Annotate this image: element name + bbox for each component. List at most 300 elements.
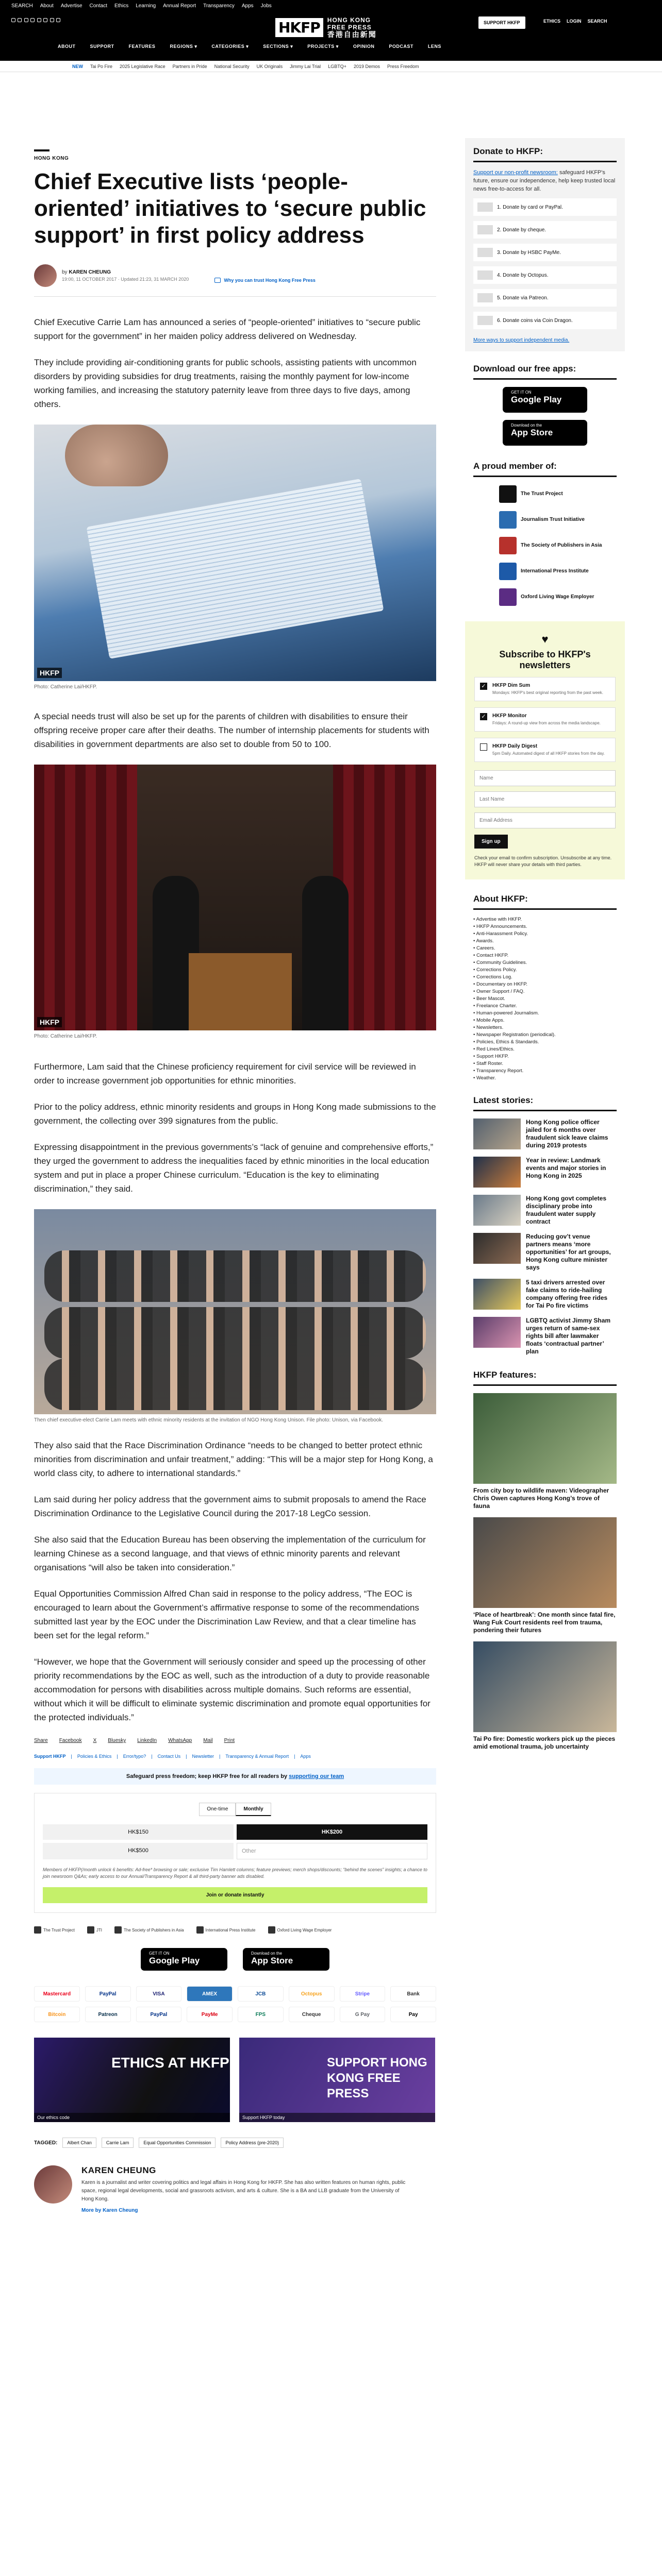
sopa-icon [499,537,517,554]
app-store-big: App Store [511,428,553,437]
donate-option-label: 4. Donate by Octopus. [497,272,549,278]
linkedin-icon[interactable] [50,18,54,22]
story-title: Hong Kong police officer jailed for 6 months over fraudulent sick leave claims during 2019 protests [526,1118,608,1149]
trending-new-label: NEW [72,63,83,69]
share-linkedin[interactable]: LinkedIn [137,1738,157,1743]
article-paragraph: Furthermore, Lam said that the Chinese proficiency requirement for civil service will be reviewed in order to increase government job opportunities for ethnic minorities. [34,1062,416,1086]
latest-story[interactable] [473,1317,617,1355]
article-paragraph: They also said that the Race Discrimination Ordinance “needs to be changed to better protect ethnic minorities from discrimination and unfair treatment,” adding: “This will be a major step for Hong Kong, a world class city, to adhere to international standards.” [34,1440,433,1478]
photo-crowd-row [44,1359,426,1410]
share-x[interactable]: X [93,1738,97,1743]
utility-links [11,3,272,9]
frequency-monthly[interactable]: Monthly [236,1803,271,1816]
partner-logos [34,1926,436,1934]
article [34,72,436,2213]
about-link[interactable]: • Mobile Apps. [473,1017,617,1024]
donate-option[interactable] [473,266,617,284]
octopus-icon [477,270,493,280]
stripe-icon[interactable]: Stripe [340,1986,386,2002]
photo-curtain-left [34,765,137,1030]
about-link[interactable]: • Awards. [473,938,617,945]
login-link[interactable]: LOGIN [567,19,582,24]
amount-options [43,1824,427,1859]
member-jti[interactable] [473,511,617,529]
ethics-banner[interactable] [34,2038,230,2122]
google-pay-icon[interactable]: G Pay [340,2007,386,2022]
newsletter-option-name: HKFP Dim Sum [492,683,531,688]
newsletter-option-desc: Mondays: HKFP's best original reporting from the past week. [492,690,603,695]
share-bar [34,1738,436,1743]
utility-link-learning[interactable]: Learning [136,3,156,9]
trust-link[interactable] [214,278,316,283]
support-link[interactable]: Apps [300,1754,311,1759]
byline-dates: 19:00, 11 OCTOBER 2017 · Updated 21:23, 31 MARCH 2020 [62,277,189,282]
about-link[interactable]: • Documentary on HKFP. [473,981,617,988]
sidebar-latest [465,1095,625,1355]
byline-by: by [62,269,68,275]
amex-icon[interactable]: AMEX [187,1986,233,2002]
utility-link-ethics[interactable]: Ethics [114,3,129,9]
story-thumbnail [473,1233,521,1264]
partner-living-wage[interactable] [268,1926,332,1934]
member-label: The Trust Project [521,491,563,497]
feature-title: From city boy to wildlife maven: Videographer Chris Owen captures Hong Kong’s trove of fauna [473,1487,609,1510]
partner-label: JTI [96,1927,103,1933]
nav-lens[interactable]: LENS [427,44,441,49]
photo-curtain-right [333,765,436,1030]
app-store-small: Download on the [511,423,542,428]
feature-story[interactable] [473,1641,617,1751]
apple-pay-icon[interactable]: Pay [390,2007,436,2022]
about-link[interactable]: • Corrections Log. [473,974,617,981]
checkbox-checked-icon[interactable]: ✓ [480,713,487,720]
jti-icon [87,1926,94,1934]
about-link[interactable]: • Transparency Report. [473,1067,617,1075]
ipi-icon [499,563,517,580]
author-bio-avatar[interactable] [34,2165,72,2204]
youtube-icon[interactable] [30,18,35,22]
newsletter-option-text [492,683,603,696]
trending-item[interactable]: Tai Po Fire [90,63,113,69]
logo-mark: HKFP [275,18,323,37]
safeguard-link[interactable]: supporting our team [289,1773,344,1780]
story-title: 5 taxi drivers arrested over fake claims to ride-hailing company offering free rides for Tai Po fire victims [526,1279,608,1309]
partner-sopa[interactable] [114,1926,184,1934]
social-icons [11,15,60,25]
frequency-toggle [43,1803,427,1816]
about-link[interactable]: • Corrections Policy. [473,967,617,974]
newsletter-option-name: HKFP Monitor [492,713,527,719]
utility-link-annual-report[interactable]: Annual Report [163,3,196,9]
about-link[interactable]: • Support HKFP. [473,1053,617,1060]
donate-option[interactable] [473,289,617,307]
telegram-icon[interactable] [37,18,41,22]
trending-item[interactable]: UK Originals [256,63,283,69]
article-photo-policy-documents[interactable] [34,425,436,681]
trending-item[interactable]: Partners in Pride [172,63,207,69]
photo-caption: Photo: Catherine Lai/HKFP. [34,684,97,690]
nav-categories[interactable]: CATEGORIES ▾ [211,43,249,49]
sidebar-app-store-badge[interactable] [503,420,587,446]
nav-projects[interactable]: PROJECTS ▾ [307,43,339,49]
sidebar-donate-link[interactable]: Support our non-profit newsroom: [473,170,558,176]
member-trust-project[interactable] [473,485,617,503]
fps-icon[interactable]: FPS [238,2007,284,2022]
about-link[interactable]: • Human-powered Journalism. [473,1010,617,1017]
newsletter-note: Check your email to confirm subscription. Unsubscribe at any time. HKFP will never share your details with third parties. [474,855,612,867]
newsletter-option-name: HKFP Daily Digest [492,743,538,749]
amount-option[interactable]: HK$500 [43,1843,234,1859]
amount-option[interactable]: HK$150 [43,1824,234,1840]
banner-text: SUPPORT HONG KONG FREE PRESS [327,2056,427,2100]
utility-link-advertise[interactable]: Advertise [60,3,82,9]
sidebar-latest-title: Latest stories: [473,1095,617,1111]
instagram-icon[interactable] [24,18,28,22]
nav-regions[interactable]: REGIONS ▾ [170,43,197,49]
patreon-icon[interactable]: Patreon [85,2007,131,2022]
facebook-icon[interactable] [11,18,15,22]
checkbox-unchecked-icon[interactable] [480,743,487,751]
sidebar-member-title: A proud member of: [473,461,617,477]
more-by-author-link[interactable]: More by Karen Cheung [81,2208,138,2213]
nav-support[interactable]: SUPPORT [90,44,114,49]
article-headline: Chief Executive lists ‘people-oriented’ initiatives to ‘secure public support’ in first policy address [34,169,426,248]
article-photo-ethnic-minority-meeting[interactable] [34,1209,436,1414]
jti-icon [499,511,517,529]
feature-image [473,1517,617,1608]
share-mail[interactable]: Mail [203,1738,213,1743]
sidebar-features-title: HKFP features: [473,1370,617,1386]
photo-podium-shape [189,953,292,1030]
more-ways-link[interactable]: More ways to support independent media. [473,337,570,343]
byline [34,264,436,287]
about-link[interactable]: • Red Lines/Ethics. [473,1046,617,1053]
about-link[interactable]: • Policies, Ethics & Standards. [473,1039,617,1046]
join-donate-button[interactable]: Join or donate instantly [43,1887,427,1903]
photo-person-shape [302,876,349,1030]
member-sopa[interactable] [473,537,617,554]
first-name-input[interactable] [474,770,616,786]
newsletter-option[interactable] [474,677,616,701]
tag-chip[interactable]: Carrie Lam [102,2138,134,2148]
sidebar-membership [465,461,625,606]
jcb-icon[interactable]: JCB [238,1986,284,2002]
article-paragraph: A special needs trust will also be set up for the parents of children with disabilities to ensure their offspring receive proper care after their deaths. The number of internship placements for students with disabilities in government departments are also set to double from 50 to 100. [34,711,429,749]
photo-crowd-row [44,1307,426,1359]
about-link[interactable]: • Freelance Charter. [473,1003,617,1010]
tag-chip[interactable]: Albert Chan [62,2138,96,2148]
app-store-badge[interactable] [243,1948,329,1971]
amount-option-selected[interactable]: HK$200 [237,1824,427,1840]
whatsapp-icon[interactable] [43,18,47,22]
newsletter-option-text [492,743,605,756]
email-input[interactable] [474,812,616,828]
share-whatsapp[interactable]: WhatsApp [168,1738,192,1743]
about-link[interactable]: • Anti-Harassment Policy. [473,930,617,938]
trending-item[interactable]: 2019 Demos [353,63,380,69]
sidebar-about [465,894,625,1082]
latest-story[interactable] [473,1233,617,1272]
payme-icon[interactable]: PayMe [187,2007,233,2022]
article-kicker[interactable]: HONG KONG [34,156,69,161]
utility-link-transparency[interactable]: Transparency [203,3,235,9]
sopa-icon [114,1926,122,1934]
about-link[interactable]: • Newspaper Registration (periodical). [473,1031,617,1039]
support-link[interactable]: Policies & Ethics [77,1754,112,1759]
banner-caption: Our ethics code [34,2113,230,2122]
about-link[interactable]: • Careers. [473,945,617,952]
living-wage-icon [499,588,517,606]
google-play-big: Google Play [511,395,562,404]
trending-item[interactable]: Jimmy Lai Trial [290,63,321,69]
utility-link-contact[interactable]: Contact [89,3,107,9]
sidebar-donate [465,138,625,351]
logo-word-1: HONG KONG [327,16,371,24]
share-print[interactable]: Print [224,1738,235,1743]
donate-option[interactable] [473,221,617,239]
newsletter-signup-button[interactable]: Sign up [474,835,508,849]
sidebar [465,72,625,1751]
photo-documents-shape [87,479,384,659]
utility-link-about[interactable]: About [40,3,54,9]
article-paragraph: Expressing disappointment in the previous governments’s “lack of genuine and comprehensive efforts,” they urged the government to address the inequalities faced by ethnic minorities in the local education system and put in place a proper Chinese curriculum. “Education is the key to eliminating discrimination,” they said. [34,1142,434,1194]
trending-item[interactable]: LGBTQ+ [328,63,346,69]
donate-option[interactable] [473,312,617,329]
trust-link-label: Why you can trust Hong Kong Free Press [224,278,316,283]
about-link[interactable]: • Owner Support / FAQ. [473,988,617,995]
app-store-small: Download on the [251,1951,283,1956]
latest-story[interactable] [473,1157,617,1188]
support-link[interactable]: Support HKFP [34,1754,66,1759]
trending-item[interactable]: National Security [214,63,250,69]
latest-story[interactable] [473,1279,617,1310]
last-name-input[interactable] [474,791,616,807]
about-link[interactable]: • Staff Roster. [473,1060,617,1067]
membership-benefits-note: Members of HKFP(/month unlock 6 benefits: Ad-free* browsing or sale; exclusive Tim Hamlett columns; feature previews; merch shops/discounts; “behind the scenes” insights; a chance to join newsroom Q&As; early access to our Annual/Transparency Report & all third-party banner ads disabled. [43,1867,427,1879]
donate-option-label: 3. Donate by HSBC PayMe. [497,249,561,256]
support-link[interactable]: Transparency & Annual Report [225,1754,289,1759]
trending-bar [0,61,662,72]
paypal-icon[interactable]: PayPal [85,1986,131,2002]
share-bluesky[interactable]: Bluesky [108,1738,126,1743]
living-wage-icon [268,1926,275,1934]
donation-form [34,1793,436,1913]
logo-wordmark [327,16,377,39]
donate-option-label: 1. Donate by card or PayPal. [497,204,563,210]
newsletter-option[interactable] [474,738,616,762]
nav-features[interactable]: FEATURES [128,44,156,49]
author-bio-description: Karen is a journalist and writer covering politics and legal affairs in Hong Kong for HKFP. She has also written features on human rights, public space, regional legal developments, social and grassroots activism, and arts & culture. She is a BA and LLB graduate from the University of Hong Kong. [81,2180,406,2202]
donate-option-label: 5. Donate via Patreon. [497,295,549,301]
bitcoin-icon[interactable]: Bitcoin [34,2007,80,2022]
article-paragraph: Lam said during her policy address that the government aims to submit proposals to amend the Race Discrimination Ordinance to the Legislative Council during the 2017-18 LegCo session. [34,1495,426,1518]
support-links: Support HKFP | Policies & Ethics | Error/typo? | Contact Us | Newsletter | Transparency & Annual Report | Apps [34,1754,311,1759]
partner-trust-project[interactable] [34,1926,75,1934]
latest-story[interactable] [473,1195,617,1226]
updated-date: Updated 21:23, 31 MARCH 2020 [121,277,189,282]
tags-label: TAGGED: [34,2140,58,2146]
about-links [473,916,617,1082]
payme-icon [477,248,493,257]
app-store-badges [34,1948,436,1971]
site-logo[interactable] [275,16,377,39]
donate-option[interactable] [473,244,617,261]
octopus-icon[interactable]: Octopus [289,1986,335,2002]
feature-title: Tai Po fire: Domestic workers pick up the pieces amid emotional trauma, job uncertainty [473,1735,616,1750]
google-play-small: GET IT ON [511,390,532,395]
story-title: Reducing gov’t venue partners means ‘more opportunities’ for art groups, Hong Kong culture minister says [526,1233,611,1271]
cheque-icon [477,225,493,234]
article-paragraph: Equal Opportunities Commission Alfred Chan said in response to the policy address, “The EOC is encouraged to learn about the Government’s affirmative response to some of the recommendations submitted last year by the EOC under the Discrimination Law Review, and that a clear timeline has been set for the legal reform.” [34,1589,419,1640]
trust-project-icon [34,1926,41,1934]
support-hkfp-button[interactable]: SUPPORT HKFP [478,16,525,29]
member-living-wage[interactable] [473,588,617,606]
newsletter-option-desc: Fridays: A round-up view from across the media landscape. [492,721,601,725]
nav-podcast[interactable]: PODCAST [389,44,413,49]
card-icon [477,202,493,212]
newsletter-option[interactable] [474,707,616,732]
promo-banners [34,2038,436,2122]
utility-link-apps[interactable]: Apps [241,3,254,9]
about-link[interactable]: • Advertise with HKFP. [473,916,617,923]
donate-option-label: 6. Donate coins via Coin Dragon. [497,317,573,324]
kicker-rule [34,149,49,151]
share-label[interactable]: Share [34,1738,48,1743]
author-bio [34,2165,436,2213]
hkfp-watermark: HKFP [37,1017,62,1027]
story-thumbnail [473,1157,521,1188]
ethics-link[interactable]: ETHICS [543,19,561,24]
partner-ipi[interactable] [196,1926,256,1934]
search-link[interactable]: SEARCH [11,3,33,9]
story-thumbnail [473,1317,521,1348]
share-facebook[interactable]: Facebook [59,1738,82,1743]
safeguard-banner [34,1768,436,1785]
trending-item[interactable]: 2025 Legislative Race [120,63,166,69]
safeguard-text: Safeguard press freedom; keep HKFP free for all readers by [126,1773,288,1780]
cheque-icon[interactable]: Cheque [289,2007,335,2022]
sidebar-about-title: About HKFP: [473,894,617,910]
article-paragraph: Prior to the policy address, ethnic minority residents and groups in Hong Kong made submissions to the government, the collecting over 399 signatures from the public. [34,1102,436,1126]
header-tools [543,19,607,24]
frequency-one-time[interactable]: One-time [199,1803,236,1816]
sidebar-apps-title: Download our free apps: [473,364,617,380]
about-link[interactable]: • Weather. [473,1075,617,1082]
sidebar-apps [465,364,625,446]
visa-icon[interactable]: VISA [136,1986,182,2002]
banner-caption: Support HKFP today [239,2113,435,2122]
paypal-icon-2[interactable]: PayPal [136,2007,182,2022]
published-date: 19:00, 11 OCTOBER 2017 [62,277,117,282]
support-link[interactable]: Newsletter [192,1754,214,1759]
about-link[interactable]: • Newsletters. [473,1024,617,1031]
about-link[interactable]: • HKFP Announcements. [473,923,617,930]
sidebar-google-play-badge[interactable] [503,387,587,413]
author-bio-name[interactable]: KAREN CHEUNG [81,2165,156,2175]
latest-story[interactable] [473,1118,617,1149]
sidebar-donate-title: Donate to HKFP: [473,146,617,162]
member-ipi[interactable] [473,563,617,580]
trust-project-icon [499,485,517,503]
tag-chip[interactable]: Policy Address (pre-2020) [221,2138,284,2148]
google-play-small: GET IT ON [149,1951,170,1956]
byline-author[interactable]: KAREN CHEUNG [69,269,111,275]
article-paragraph: She also said that the Education Bureau has been observing the implementation of the curriculum for learning Chinese as a second language, and that views of ethnic minority parents and relevant organisations “will also be taken into consideration.” [34,1535,426,1572]
donate-option[interactable] [473,198,617,216]
partner-label: Oxford Living Wage Employer [277,1927,332,1933]
partner-label: The Trust Project [43,1927,75,1933]
amount-other-input[interactable]: Other [237,1843,427,1859]
story-thumbnail [473,1195,521,1226]
logo-chinese: 香港自由新聞 [327,30,377,39]
app-store-big: App Store [251,1956,293,1965]
sidebar-donate-text [473,168,617,193]
article-tags [34,2138,436,2148]
newsletter-option-desc: 5pm Daily. Automated digest of all HKFP stories from the day. [492,751,605,756]
about-link[interactable]: • Contact HKFP. [473,952,617,959]
sidebar-donate-rest: safeguard HKFP's future, ensure our independence, help keep trusted local news free-to-access for all. [473,170,616,192]
sidebar-newsletter [465,621,625,879]
byline-divider [34,296,436,297]
byline-meta [62,269,189,282]
member-label: International Press Institute [521,568,589,574]
rss-icon[interactable] [56,18,60,22]
logo-word-2: FREE PRESS [327,24,372,31]
partner-jti[interactable] [87,1926,102,1934]
hkfp-watermark: HKFP [37,668,62,678]
google-play-big: Google Play [149,1956,200,1965]
payment-methods [34,1986,436,2022]
author-bio-text [81,2165,411,2213]
header-search-link[interactable]: SEARCH [587,19,607,24]
support-link[interactable]: Contact Us [157,1754,181,1759]
support-link[interactable]: Error/typo? [123,1754,146,1759]
story-title: Year in review: Landmark events and major stories in Hong Kong in 2025 [526,1157,606,1179]
partner-label: International Press Institute [205,1927,256,1933]
bank-icon[interactable]: Bank [390,1986,436,2002]
google-play-badge[interactable] [141,1948,227,1971]
tag-chip[interactable]: Equal Opportunities Commission [139,2138,216,2148]
nav-opinion[interactable]: OPINION [353,44,375,49]
ipi-icon [196,1926,204,1934]
nav-sections[interactable]: SECTIONS ▾ [263,43,293,49]
trending-item[interactable]: Press Freedom [387,63,419,69]
feature-story[interactable] [473,1517,617,1634]
feature-story[interactable] [473,1393,617,1510]
author-avatar[interactable] [34,264,57,287]
member-label: Oxford Living Wage Employer [521,594,594,600]
nav-about[interactable]: ABOUT [58,44,76,49]
checkbox-checked-icon[interactable]: ✓ [480,683,487,690]
about-link[interactable]: • Community Guidelines. [473,959,617,967]
heart-icon: ♥ [541,633,549,646]
masthead [0,11,662,61]
utility-link-jobs[interactable]: Jobs [260,3,272,9]
photo-crowd-row [44,1250,426,1302]
utility-bar [0,0,662,11]
feature-image [473,1393,617,1484]
article-photo-carrie-lam[interactable] [34,765,436,1030]
article-paragraph: “However, we hope that the Government will seriously consider and speed up the processing of other priority recommendations by the EOC as well, such as the introduction of a duty to provide reasonable accommodation for persons with disabilities across multiple domains. Such reforms are essential, without which it will be difficult to eliminate systemic discrimination and promote equal opportunities for the protected individuals.” [34,1657,431,1722]
sidebar-features [465,1370,625,1751]
article-paragraph: They include providing air-conditioning grants for public schools, assisting patients with uncommon disorders by providing subsidies for drug treatments, raising the monthly payment for low-income working families, and increasing the statutory paternity leave from three days to five days, among others. [34,358,417,409]
trust-icon [214,278,221,283]
about-link[interactable]: • Beer Mascot. [473,995,617,1003]
mastercard-icon[interactable]: Mastercard [34,1986,80,2002]
story-title: Hong Kong govt completes disciplinary probe into fraudulent water supply contract [526,1195,606,1225]
x-icon[interactable] [18,18,22,22]
support-banner[interactable] [239,2038,435,2122]
